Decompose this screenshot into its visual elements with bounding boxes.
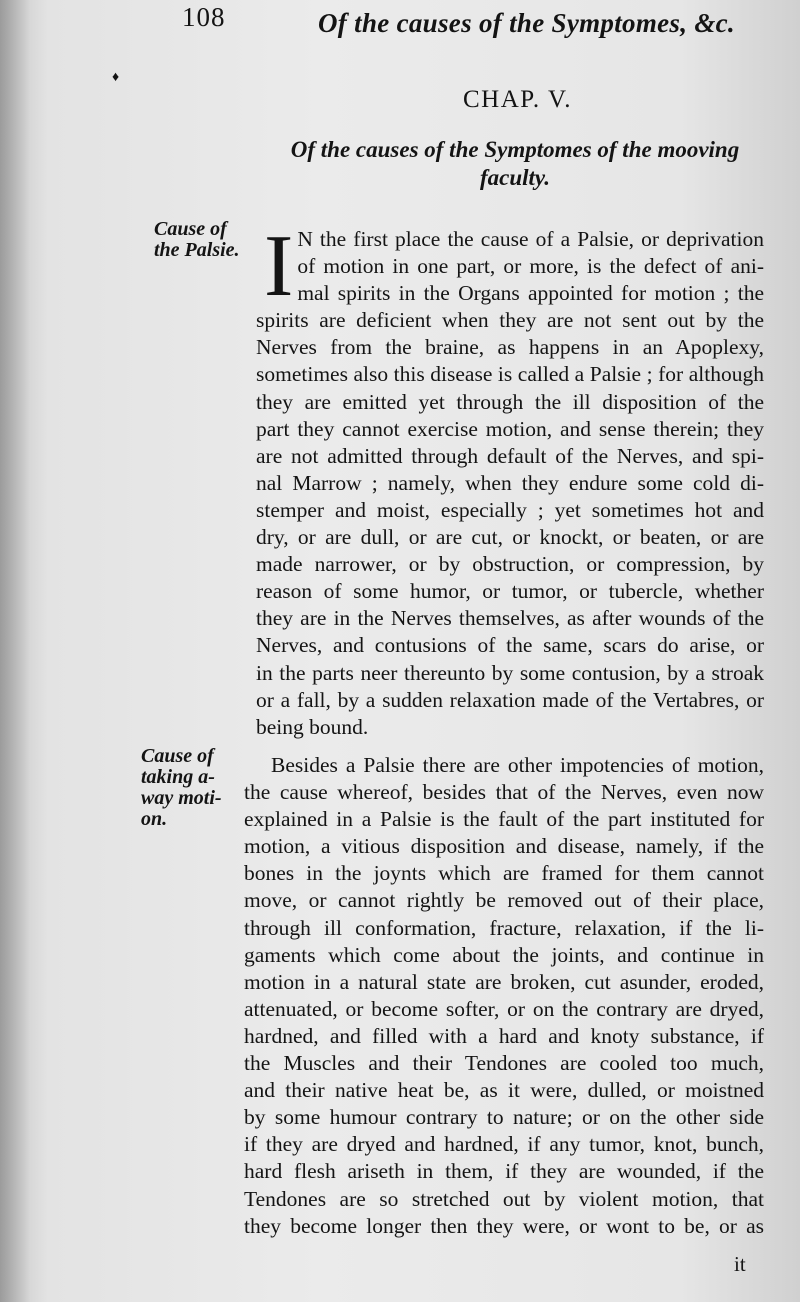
- text-line: motion in a natural state are broken, cut asunder, eroded,: [244, 969, 764, 994]
- paragraph-1: [244, 218, 764, 741]
- text-line: N the first place the cause of a Palsie, or deprivation: [297, 227, 764, 251]
- marginal-note-line: way moti-: [141, 787, 222, 809]
- text-line: they are in the Nerves themselves, as after wounds of the: [256, 606, 764, 631]
- chapter-heading: CHAP. V.: [463, 86, 573, 113]
- marginal-note-line: on.: [141, 808, 168, 830]
- marginal-note-line: Cause of: [141, 745, 214, 767]
- text-line: made narrower, or by obstruction, or compression, by: [256, 552, 764, 577]
- text-line: sometimes also this disease is called a Palsie ; for although: [256, 362, 764, 387]
- paragraph-2: [244, 752, 764, 1240]
- text-line: Tendones are so stretched out by violent motion, that: [244, 1186, 764, 1211]
- text-line: through ill conformation, fracture, relaxation, if the li-: [244, 915, 764, 940]
- text-line: bones in the joynts which are framed for them cannot: [244, 861, 764, 886]
- text-line: being bound.: [256, 714, 369, 739]
- text-line: Nerves, and contusions of the same, scars do arise, or: [256, 633, 764, 658]
- text-line: the cause whereof, besides that of the Nerves, even now: [244, 780, 764, 805]
- chapter-subtitle: Of the causes of the Symptomes of the mooving faculty.: [290, 137, 740, 190]
- running-head: [182, 2, 742, 42]
- text-line: attenuated, or become softer, or on the contrary are dryed,: [244, 996, 764, 1021]
- text-line: they are emitted yet through the ill disposition of the: [256, 389, 764, 414]
- marginal-note-motion: [141, 746, 222, 830]
- text-line: hardned, and filled with a hard and knoty substance, if: [244, 1023, 764, 1048]
- gutter-shadow: [0, 0, 30, 1302]
- text-line: dry, or are dull, or are cut, or knockt, or beaten, or are: [256, 525, 764, 550]
- marginal-note-palsie: [154, 219, 240, 261]
- text-line: the Muscles and their Tendones are cooled too much,: [244, 1051, 764, 1076]
- marginal-note-line: the Palsie.: [154, 239, 240, 261]
- text-line: are not admitted through default of the Nerves, and spi-: [256, 443, 764, 468]
- running-title: Of the causes of the Symptomes, &c.: [318, 8, 735, 38]
- text-line: spirits are deficient when they are not sent out by the: [256, 308, 764, 333]
- text-line: or a fall, by a sudden relaxation made of the Vertabres, or: [256, 687, 764, 712]
- text-line: Besides a Palsie there are other impotencies of motion,: [271, 753, 764, 777]
- text-line: nal Marrow ; namely, when they endure some cold di-: [256, 470, 764, 495]
- text-line: if they are dryed and hardned, if any tumor, knot, bunch,: [244, 1132, 764, 1157]
- marginal-note-line: taking a-: [141, 766, 215, 788]
- ornament-mark: ♦: [112, 70, 120, 85]
- drop-cap: I: [264, 218, 294, 315]
- text-line: they become longer then they were, or wont to be, or as: [244, 1213, 764, 1238]
- text-line: of motion in one part, or more, is the defect of ani-: [297, 254, 764, 279]
- text-line: gaments which come about the joints, and continue in: [244, 942, 764, 967]
- text-line: explained in a Palsie is the fault of the part instituted for: [244, 807, 764, 832]
- text-line: stemper and moist, especially ; yet sometimes hot and: [256, 497, 764, 522]
- page-number: 108: [182, 2, 226, 32]
- text-line: in the parts neer thereunto by some contusion, by a stroak: [256, 660, 764, 685]
- text-line: Nerves from the braine, as happens in an Apoplexy,: [256, 335, 764, 360]
- catchword: it: [734, 1252, 746, 1276]
- text-line: motion, a vitious disposition and disease, namely, if the: [244, 834, 764, 859]
- text-line: part they cannot exercise motion, and sense therein; they: [256, 416, 764, 441]
- text-line: reason of some humor, or tumor, or tubercle, whether: [256, 579, 764, 604]
- text-line: mal spirits in the Organs appointed for motion ; the: [297, 281, 764, 306]
- text-line: hard flesh ariseth in them, if they are wounded, if the: [244, 1159, 764, 1184]
- text-line: move, or cannot rightly be removed out of their place,: [244, 888, 764, 913]
- text-line: by some humour contrary to nature; or on the other side: [244, 1105, 764, 1130]
- text-line: and their native heat be, as it were, dulled, or moistned: [244, 1078, 764, 1103]
- marginal-note-line: Cause of: [154, 218, 227, 240]
